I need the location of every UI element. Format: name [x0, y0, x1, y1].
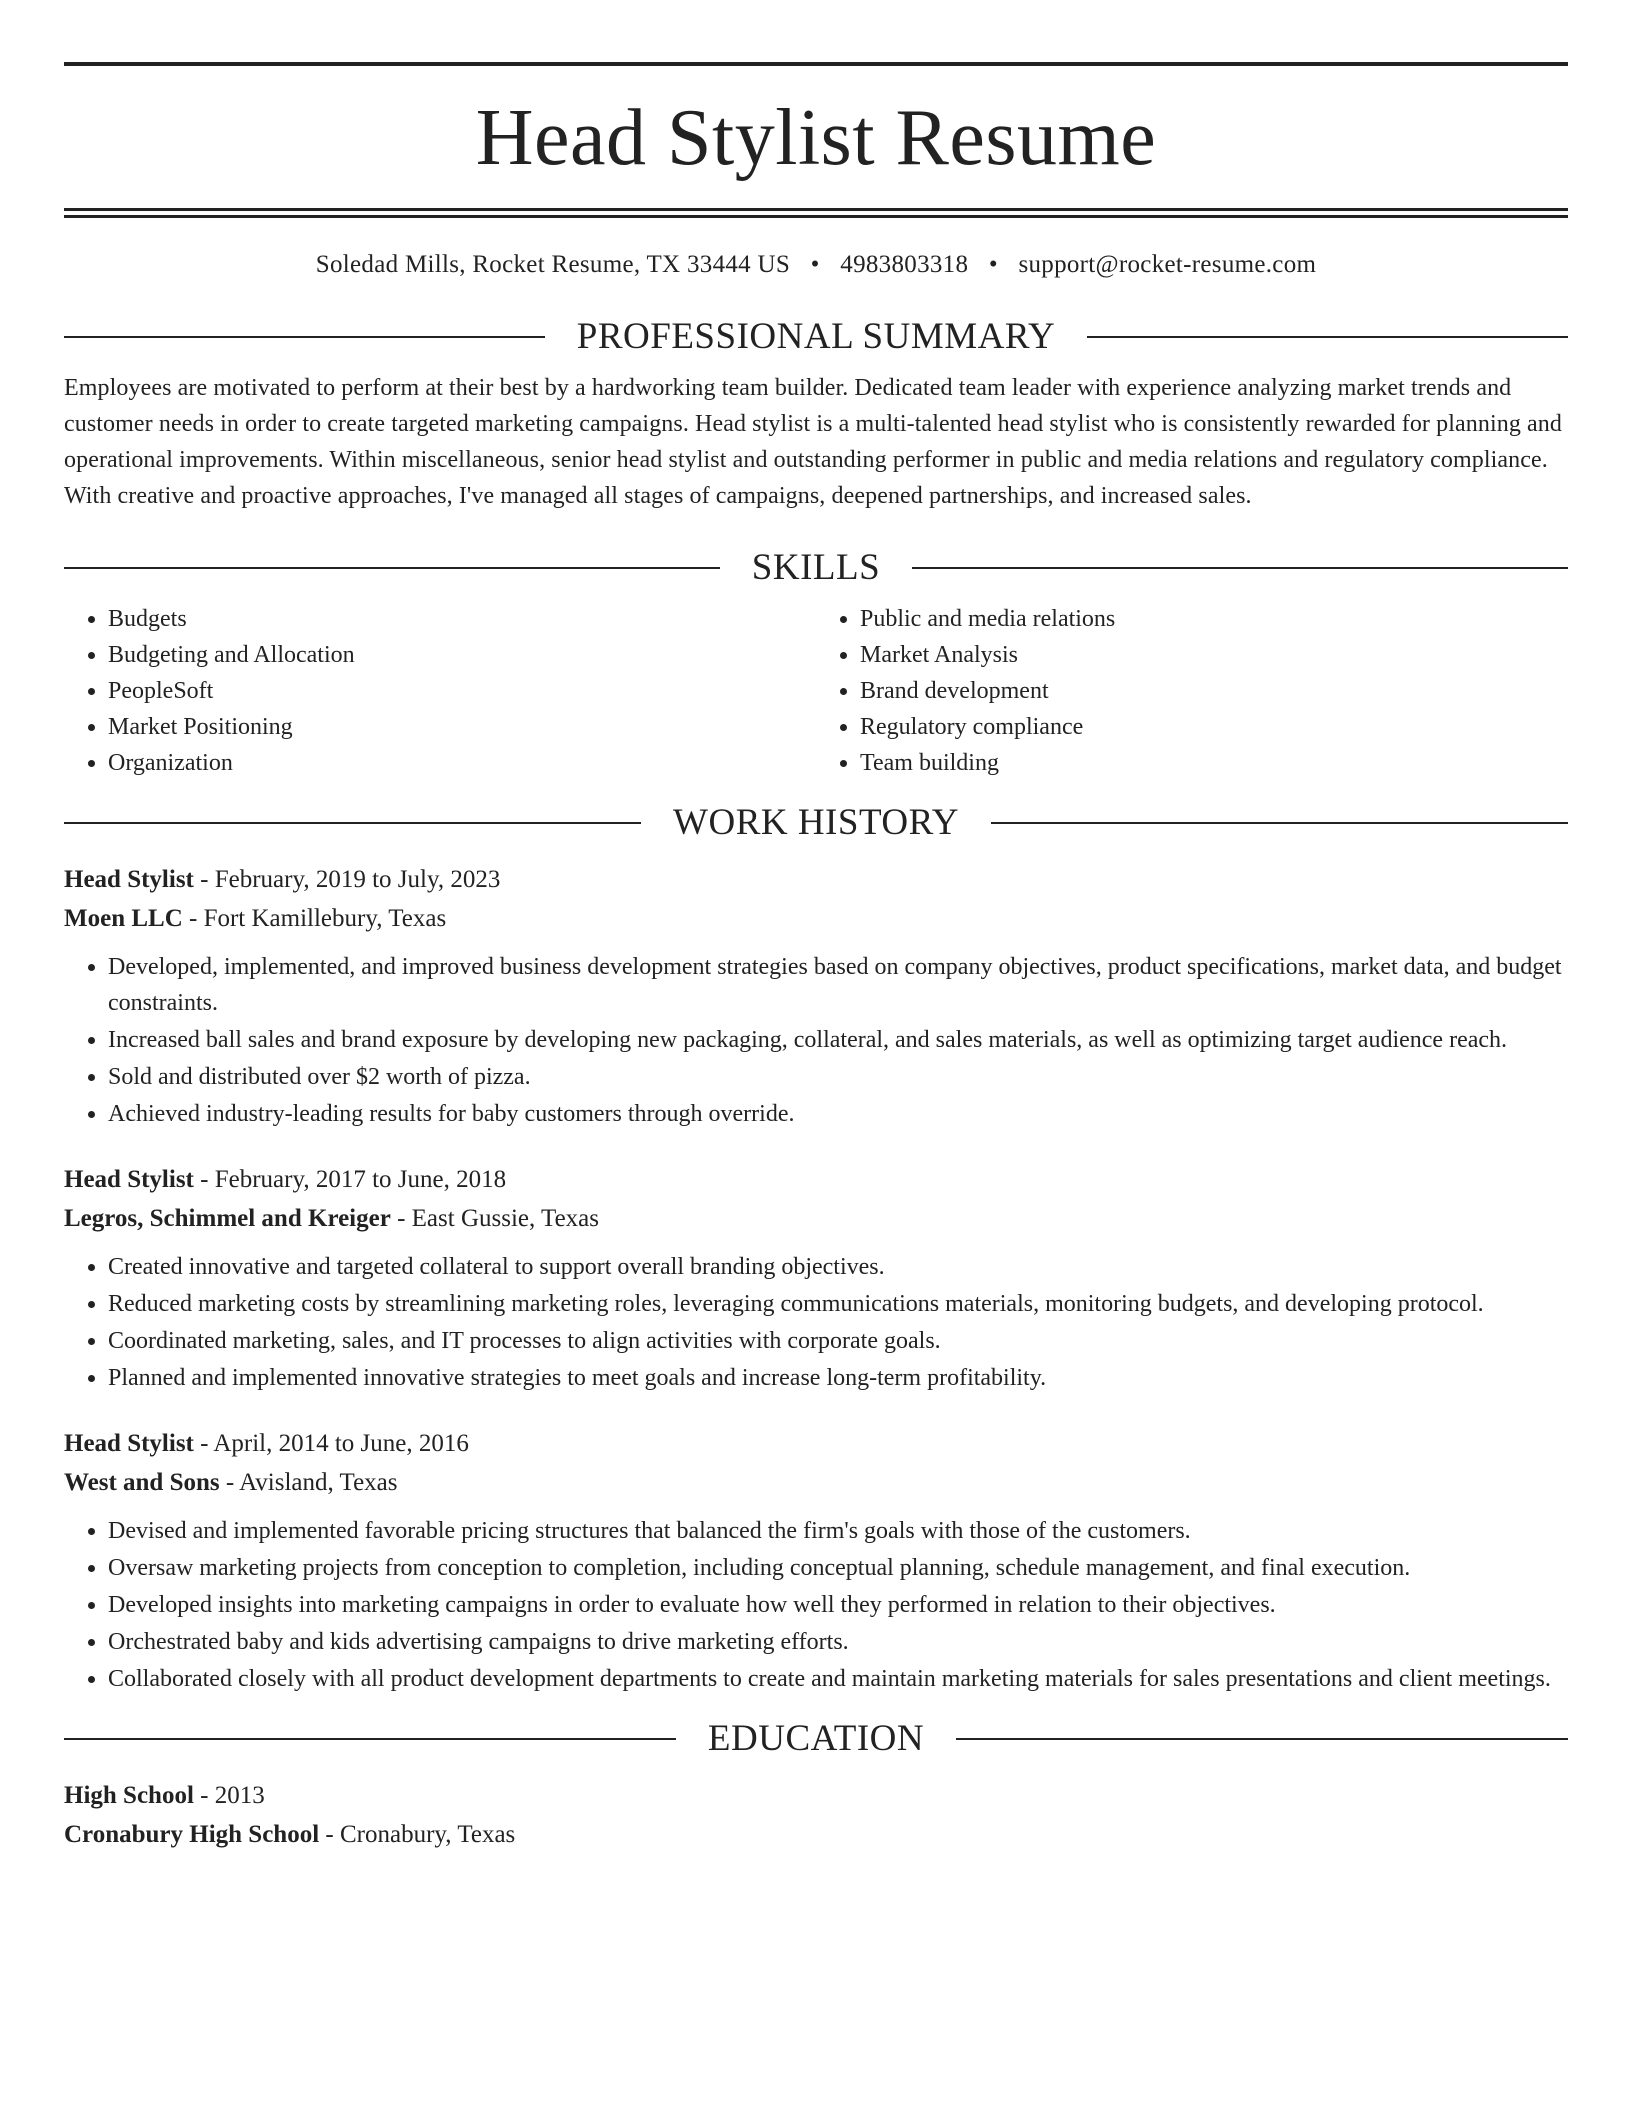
- education-dash: -: [319, 1821, 340, 1848]
- skill-item: • Brand development: [860, 673, 1568, 709]
- job-company: Legros, Schimmel and Kreiger: [64, 1205, 391, 1232]
- job-dash: -: [219, 1469, 240, 1496]
- job-dash: -: [193, 866, 215, 893]
- job-bullet: • Sold and distributed over $2 worth of pizza.: [108, 1059, 1568, 1095]
- job-bullet: • Created innovative and targeted collateral to support overall branding objectives.: [108, 1249, 1568, 1285]
- contact-address: Soledad Mills, Rocket Resume, TX 33444 US: [315, 251, 791, 278]
- skills-section-heading: [64, 546, 1568, 589]
- education-location: Cronabury, Texas: [339, 1821, 516, 1848]
- job-bullet: • Developed, implemented, and improved business development strategies based on company objectives, product specifications, market data, and budget constraints.: [108, 949, 1568, 1021]
- title-double-rule: [64, 208, 1568, 218]
- job-dash: -: [193, 1430, 214, 1457]
- job-bullet: • Coordinated marketing, sales, and IT processes to align activities with corporate goals.: [108, 1323, 1568, 1359]
- work-section-heading: [64, 801, 1568, 844]
- page-title: Head Stylist Resume: [475, 94, 1157, 182]
- skills-column-left: [64, 601, 816, 781]
- job-bullet: • Planned and implemented innovative strategies to meet goals and increase long-term profitability.: [108, 1360, 1568, 1396]
- skill-item: • Public and media relations: [860, 601, 1568, 637]
- contact-separator: •: [810, 251, 820, 278]
- education-school-line: [64, 1815, 1568, 1854]
- skill-item: • Regulatory compliance: [860, 709, 1568, 745]
- education-degree-line: [64, 1776, 1568, 1815]
- education-heading-text: EDUCATION: [707, 1718, 925, 1759]
- job-bullet: • Achieved industry-leading results for baby customers through override.: [108, 1096, 1568, 1132]
- education-year: 2013: [214, 1782, 265, 1809]
- skills-list: [64, 601, 1568, 781]
- education-section-heading: [64, 1717, 1568, 1760]
- job-title: Head Stylist: [64, 1166, 194, 1193]
- job-location: Avisland, Texas: [239, 1469, 398, 1496]
- education-degree: High School: [64, 1782, 194, 1809]
- skills-column-right: [816, 601, 1568, 781]
- job-bullet: • Developed insights into marketing campaigns in order to evaluate how well they performed in relation to their objectives.: [108, 1587, 1568, 1623]
- job-company: Moen LLC: [64, 905, 183, 932]
- skill-item: • Market Analysis: [860, 637, 1568, 673]
- work-heading-text: WORK HISTORY: [673, 802, 959, 843]
- summary-section-heading: [64, 315, 1568, 358]
- job-location: Fort Kamillebury, Texas: [203, 905, 447, 932]
- education-entry: [64, 1776, 1568, 1854]
- skill-item: • Market Positioning: [108, 709, 816, 745]
- skills-heading-text: SKILLS: [751, 547, 881, 588]
- top-rule: [64, 62, 1568, 66]
- job-dates: April, 2014 to June, 2016: [213, 1430, 469, 1457]
- education-school: Cronabury High School: [64, 1821, 320, 1848]
- contact-phone: 4983803318: [840, 251, 969, 278]
- job-location: East Gussie, Texas: [411, 1205, 599, 1232]
- job-title-line: [64, 1424, 1568, 1463]
- summary-text: Employees are motivated to perform at their best by a hardworking team builder. Dedicated team leader with experience analyzing market trends and customer needs in order to create targeted marketing campaigns. Head stylist is a multi-talented head stylist who is consistently rewarded for planning and operational improvements. Within miscellaneous, senior head stylist and outstanding performer in public and media relations and regulatory compliance. With creative and proactive approaches, I've managed all stages of campaigns, deepened partnerships, and increased sales.: [64, 375, 1562, 509]
- skill-item: • Team building: [860, 745, 1568, 781]
- job-bullet-list: [64, 1249, 1568, 1396]
- job-title-line: [64, 1160, 1568, 1199]
- education-dash: -: [193, 1782, 215, 1809]
- job-bullet: • Devised and implemented favorable pricing structures that balanced the firm's goals with those of the customers.: [108, 1513, 1568, 1549]
- job-bullet-list: [64, 949, 1568, 1132]
- skill-item: • Organization: [108, 745, 816, 781]
- skill-item: • Budgeting and Allocation: [108, 637, 816, 673]
- job-dash: -: [182, 905, 204, 932]
- skill-item: • Budgets: [108, 601, 816, 637]
- contact-line: [64, 251, 1568, 279]
- job-bullet: • Increased ball sales and brand exposure by developing new packaging, collateral, and sales materials, as well as optimizing target audience reach.: [108, 1022, 1568, 1058]
- job-dash: -: [390, 1205, 412, 1232]
- job-dates: February, 2017 to June, 2018: [214, 1166, 507, 1193]
- job-company-line: [64, 899, 1568, 938]
- job-entry: [64, 860, 1568, 1132]
- job-title: Head Stylist: [64, 866, 194, 893]
- job-bullet: • Collaborated closely with all product development departments to create and maintain marketing materials for sales presentations and client meetings.: [108, 1661, 1568, 1697]
- job-entry: [64, 1424, 1568, 1697]
- job-title-line: [64, 860, 1568, 899]
- job-company-line: [64, 1199, 1568, 1238]
- job-bullet: • Oversaw marketing projects from conception to completion, including conceptual planning, schedule management, and final execution.: [108, 1550, 1568, 1586]
- job-bullet: • Orchestrated baby and kids advertising campaigns to drive marketing efforts.: [108, 1624, 1568, 1660]
- job-bullet-list: [64, 1513, 1568, 1697]
- job-entry: [64, 1160, 1568, 1396]
- job-company: West and Sons: [64, 1469, 220, 1496]
- summary-heading-text: PROFESSIONAL SUMMARY: [576, 316, 1056, 357]
- job-title: Head Stylist: [64, 1430, 194, 1457]
- contact-separator: •: [988, 251, 998, 278]
- job-dates: February, 2019 to July, 2023: [214, 866, 501, 893]
- contact-email: support@rocket-resume.com: [1018, 251, 1317, 278]
- job-bullet: • Reduced marketing costs by streamlining marketing roles, leveraging communications materials, monitoring budgets, and developing protocol.: [108, 1286, 1568, 1322]
- job-company-line: [64, 1463, 1568, 1502]
- job-dash: -: [193, 1166, 215, 1193]
- skill-item: • PeopleSoft: [108, 673, 816, 709]
